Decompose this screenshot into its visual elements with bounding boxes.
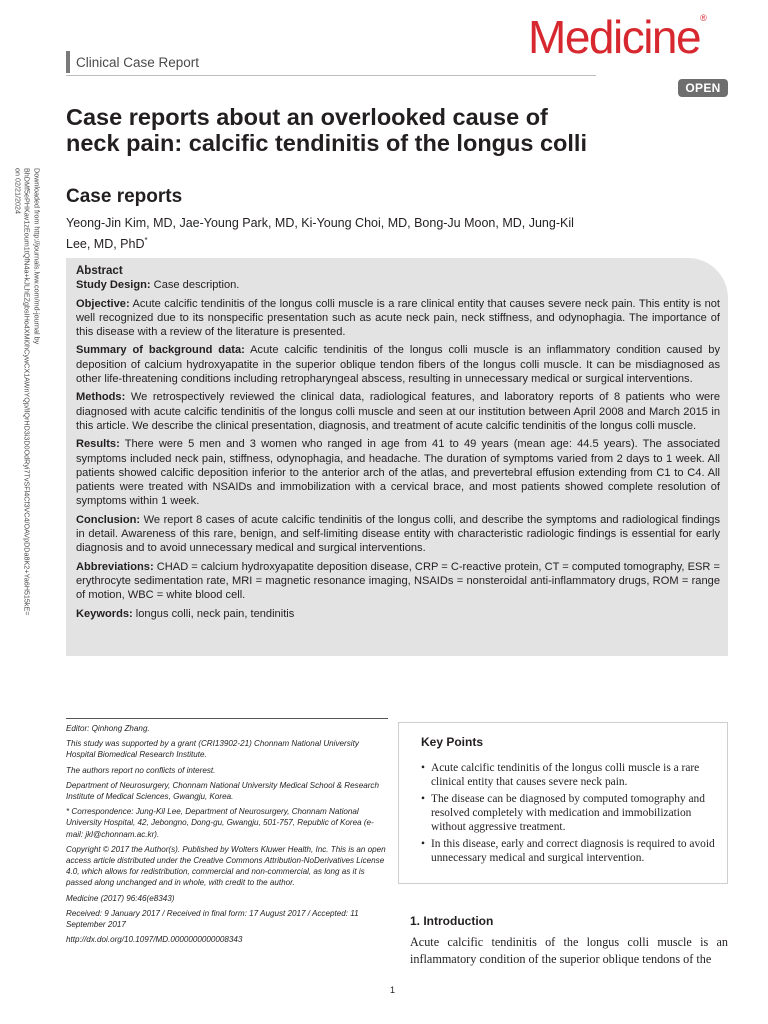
key-point-item: • Acute calcific tendinitis of the longus colli muscle is a rare clinical entity that causes severe neck pain.: [421, 761, 715, 789]
objective-label: Objective:: [76, 297, 130, 310]
footnote-editor: Editor: Qinhong Zhang.: [66, 724, 150, 733]
introduction-heading: 1. Introduction: [410, 914, 494, 928]
background-label: Summary of background data:: [76, 344, 245, 357]
footnote-affiliation: Department of Neurosurgery, Chonnam National University Medical School & Research Institute of Medical Sciences, Gwangju, Korea.: [66, 780, 379, 802]
conclusion-label: Conclusion:: [76, 513, 141, 526]
journal-logo: [528, 11, 707, 63]
abstract-study-design: [76, 278, 720, 292]
abstract-keywords: [76, 607, 720, 621]
journal-name: Medicine: [528, 11, 701, 63]
methods-text: We retrospectively reviewed the clinical data, radiological features, and laboratory reports of 8 patients who were diagnosed with acute calcific tendinitis of the longus colli muscle and seen at our institution between April 2008 and March 2015 in this article. We describe the clinical presentation, diagnosis, and treatment of acute calcific tendinitis of the longus colli muscle.: [76, 391, 720, 432]
abstract-methods: [76, 390, 720, 433]
abstract-conclusion: [76, 513, 720, 556]
footnote-conflicts: The authors report no conflicts of interest.: [66, 765, 216, 775]
study-design-label: Study Design:: [76, 279, 151, 292]
objective-text: Acute calcific tendinitis of the longus colli muscle is a rare clinical entity that causes severe neck pain. This entity is not well recognized due to its nonspecific presentation such as acute neck pain, neck stiffness, and odynophagia. The importance of this disease with a review of the literature is presented.: [76, 297, 720, 339]
study-design-text: Case description.: [150, 279, 240, 292]
results-text: There were 5 men and 3 women who ranged in age from 41 to 49 years (mean age: 44.5 years). The associated symptoms included neck pain, stiffness, odynophagia, and headache. The duration of symptoms varied from 2 days to 1 week. All patients showed calcific deposition inferior to the anterior arch of the atlas, and prevertebral effusion extending from C1 to C4. All patients were treated with NSAIDs and immobilization with a cervical brace, and most patients showed complete resolution of symptoms within 1 week.: [76, 438, 720, 508]
methods-label: Methods:: [76, 391, 126, 404]
key-points-box: [398, 722, 728, 884]
footnote-funding: This study was supported by a grant (CRI13902-21) Chonnam National University Hospital Biomedical Research Institute.: [66, 739, 359, 760]
background-text: Acute calcific tendinitis of the longus colli muscle is an inflammatory condition caused by deposition of calcium hydroxyapatite in the superior oblique tendon fibers of the longus colli muscle. It can be misdiagnosed as other life-threatening conditions including retropharyngeal abscess, resulting in unnecessary medical or surgical interventions.: [76, 344, 720, 386]
section-rule: [66, 51, 70, 73]
registered-mark: ®: [700, 13, 707, 23]
abstract-background: [76, 343, 720, 386]
footnotes: [66, 718, 388, 949]
corresponding-mark: *: [144, 236, 148, 245]
article-title: Case reports about an overlooked cause of neck pain: calcific tendinitis of the longus colli: [66, 104, 587, 156]
abstract-results: [76, 437, 720, 508]
section-label: Clinical Case Report: [76, 54, 200, 70]
footnote-rule: [66, 718, 388, 719]
abstract-box: [66, 258, 728, 656]
header-divider: [66, 75, 596, 76]
footnote-doi[interactable]: http://dx.doi.org/10.1097/MD.0000000000008343: [66, 935, 243, 945]
abbreviations-text: CHAD = calcium hydroxyapatite deposition disease, CRP = C-reactive protein, CT = computed tomography, ESR = erythrocyte sedimentation rate, MRI = magnetic resonance imaging, NSAIDs = nonsteroidal anti-inflammatory drugs, ROM = range of motion, WBC = white blood cell.: [76, 560, 720, 602]
key-points-heading: Key Points: [421, 735, 484, 749]
results-label: Results:: [76, 438, 120, 451]
footnote-copyright: Copyright © 2017 the Author(s). Published by Wolters Kluwer Health, Inc. This is an open access article distributed under the Creative Commons Attribution-NoDerivatives License 4.0, which allows for redistribution, commercial and non-commercial, as long as it is passed along unchanged and in whole, with credit to the author.: [66, 844, 386, 888]
abbreviations-label: Abbreviations:: [76, 560, 154, 573]
page-number: 1: [390, 985, 396, 995]
footnote-correspondence: * Correspondence: Jung-Kil Lee, Department of Neurosurgery, Chonnam National University Hospital, 42, Jebongno, Dong-gu, Gwangju, 501-757, Republic of Korea (e-mail: jkl@chonnam.ac.kr).: [66, 807, 374, 839]
abstract-abbreviations: [76, 560, 720, 603]
key-point-item: • The disease can be diagnosed by computed tomography and resolved completely with medication and immobilization without aggressive treatment.: [421, 792, 715, 834]
introduction-text: Acute calcific tendinitis of the longus colli muscle is an inflammatory condition of the superior oblique tendons of the: [410, 935, 728, 966]
key-point-item: • In this disease, early and correct diagnosis is required to avoid unnecessary medical and surgical intervention.: [421, 837, 715, 865]
conclusion-text: We report 8 cases of acute calcific tendinitis of the longus colli, and describe the symptoms and radiological findings in detail. Awareness of this rare, benign, and self-limiting disease entity with characteristic radiologic findings is essential for early diagnosis and to avoid unnecessary medical and surgical interventions.: [76, 513, 720, 555]
key-points-list: [421, 761, 715, 865]
section-header: [66, 50, 199, 74]
download-note: [12, 168, 42, 616]
download-note-text: Downloaded from http://journals.lww.com/md-journal by BhDMf5ePHKav1zEoum1tQfN4a+kJLhEZgbsIHo4XMi0hCywCX1AWnYQp/IlQrHD3i3D0OdRyi7TvSFl4Cf3VC4/OAVpDDa8K2+Ya6H515kE= on 02/21/2024: [13, 168, 42, 616]
open-access-badge: OPEN: [678, 79, 728, 97]
footnote-dates: Received: 9 January 2017 / Received in final form: 17 August 2017 / Accepted: 11 September 2017: [66, 908, 359, 930]
keywords-text: longus colli, neck pain, tendinitis: [132, 607, 295, 620]
abstract-heading: Abstract: [76, 265, 123, 277]
authors-text: Yeong-Jin Kim, MD, Jae-Young Park, MD, Ki-Young Choi, MD, Bong-Ju Moon, MD, Jung-Kil Lee, MD, PhD: [66, 216, 574, 252]
footnote-citation: Medicine (2017) 96:46(e8343): [66, 893, 175, 903]
abstract-objective: [76, 297, 720, 340]
article-subtitle: Case reports: [66, 186, 183, 207]
author-list: [66, 215, 596, 253]
keywords-label: Keywords:: [76, 607, 133, 620]
